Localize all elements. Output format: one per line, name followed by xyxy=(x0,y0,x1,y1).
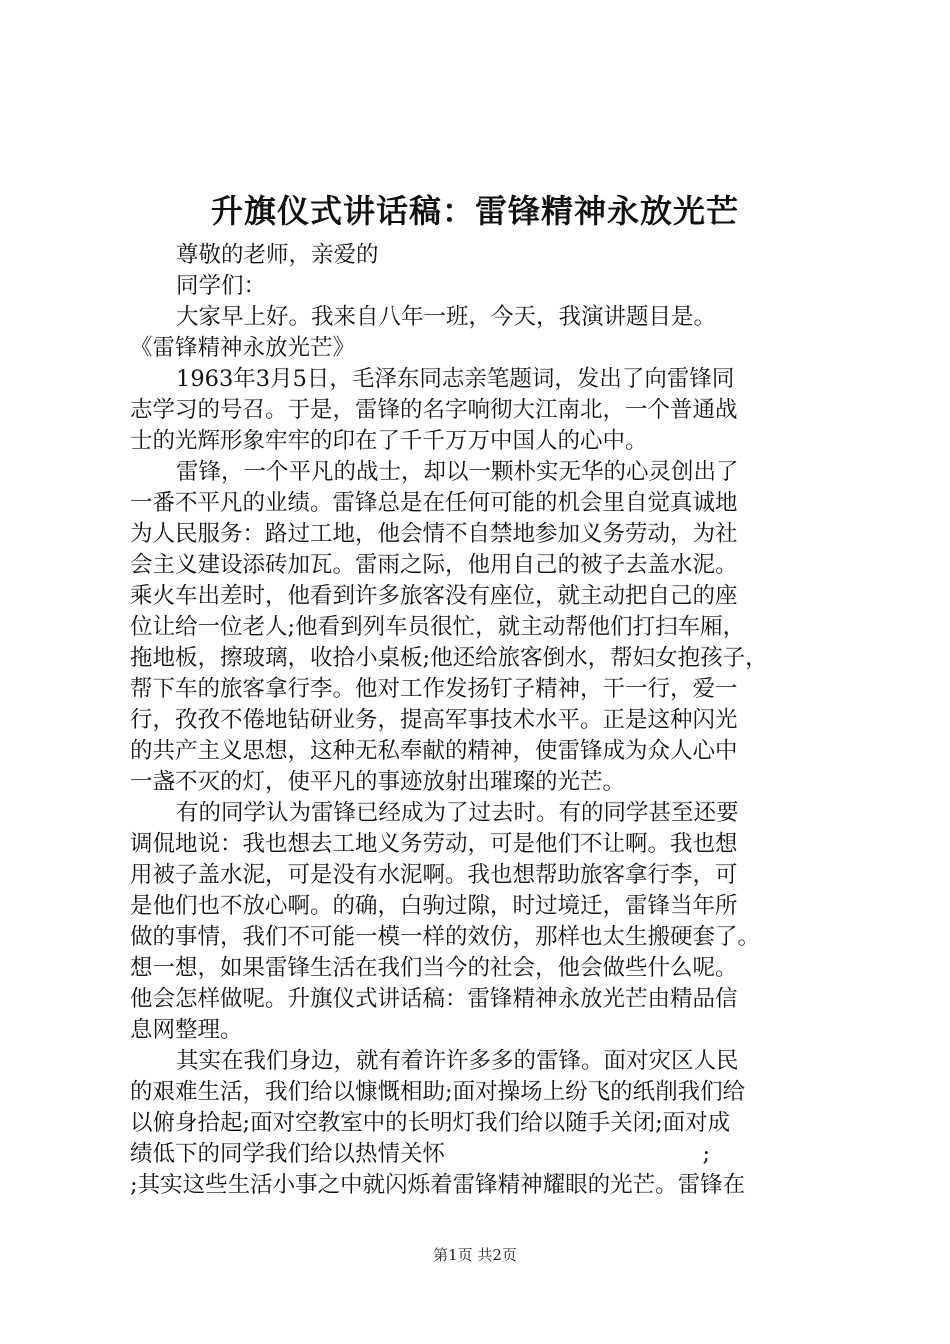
text-line: 尊敬的老师，亲爱的 xyxy=(176,242,379,268)
text-line: 行，孜孜不倦地钻研业务，提高军事技术水平。正是这种闪光 xyxy=(130,707,738,733)
text-line: 《雷锋精神永放光芒》 xyxy=(130,335,356,361)
text-line: 是他们也不放心啊。的确，白驹过隙，时过境迁，雷锋当年所 xyxy=(130,893,738,919)
text-line: 为人民服务：路过工地，他会情不自禁地参加义务劳动，为社 xyxy=(130,521,738,547)
text-line: 位让给一位老人;他看到列车员很忙，就主动帮他们打扫车厢， xyxy=(130,614,746,640)
text-line: 想一想，如果雷锋生活在我们当今的社会，他会做些什么呢。 xyxy=(130,955,738,981)
text-line: 他会怎样做呢。升旗仪式讲话稿：雷锋精神永放光芒由精品信 xyxy=(130,986,738,1012)
text-line: 1963年3月5日，毛泽东同志亲笔题词，发出了向雷锋同 xyxy=(176,366,735,392)
text-line: 用被子盖水泥，可是没有水泥啊。我也想帮助旅客拿行李，可 xyxy=(130,862,738,888)
text-line: 绩低下的同学我们给以热情关怀 ; xyxy=(130,1141,711,1167)
text-line: 息网整理。 xyxy=(130,1017,243,1043)
text-line: 帮下车的旅客拿行李。他对工作发扬钉子精神，干一行，爱一 xyxy=(130,676,738,702)
text-line: 志学习的号召。于是，雷锋的名字响彻大江南北，一个普通战 xyxy=(130,397,738,423)
text-line: 同学们： xyxy=(176,273,267,299)
text-line: 的共产主义思想，这种无私奉献的精神，使雷锋成为众人心中 xyxy=(130,738,738,764)
text-line: 一番不平凡的业绩。雷锋总是在任何可能的机会里自觉真诚地 xyxy=(130,490,738,516)
text-line: 的艰难生活，我们给以慷慨相助;面对操场上纷飞的纸削我们给 xyxy=(130,1079,746,1105)
text-line: 有的同学认为雷锋已经成为了过去时。有的同学甚至还要 xyxy=(176,800,739,826)
text-line: 雷锋，一个平凡的战士，却以一颗朴实无华的心灵创出了 xyxy=(176,459,739,485)
text-line: 以俯身拾起;面对空教室中的长明灯我们给以随手关闭;面对成 xyxy=(130,1110,731,1136)
text-line: 大家早上好。我来自八年一班，今天，我演讲题目是。 xyxy=(176,304,717,330)
text-line: 会主义建设添砖加瓦。雷雨之际，他用自己的被子去盖水泥。 xyxy=(130,552,738,578)
text-line: 乘火车出差时，他看到许多旅客没有座位，就主动把自己的座 xyxy=(130,583,738,609)
page-footer: 第1页 共2页 xyxy=(433,1246,517,1264)
text-line: ;其实这些生活小事之中就闪烁着雷锋精神耀眼的光芒。雷锋在 xyxy=(130,1172,746,1198)
text-line: 其实在我们身边，就有着许许多多的雷锋。面对灾区人民 xyxy=(176,1048,739,1074)
text-line: 做的事情，我们不可能一模一样的效仿，那样也太生搬硬套了。 xyxy=(130,924,761,950)
text-line: 士的光辉形象牢牢的印在了千千万万中国人的心中。 xyxy=(130,428,648,454)
document-title: 升旗仪式讲话稿：雷锋精神永放光芒 xyxy=(210,192,739,230)
text-line: 一盏不灭的灯，使平凡的事迹放射出璀璨的光芒。 xyxy=(130,769,626,795)
text-line: 调侃地说：我也想去工地义务劳动，可是他们不让啊。我也想 xyxy=(130,831,738,857)
text-line: 拖地板，擦玻璃，收拾小桌板;他还给旅客倒水，帮妇女抱孩子， xyxy=(130,645,768,671)
document-body xyxy=(130,240,830,1201)
